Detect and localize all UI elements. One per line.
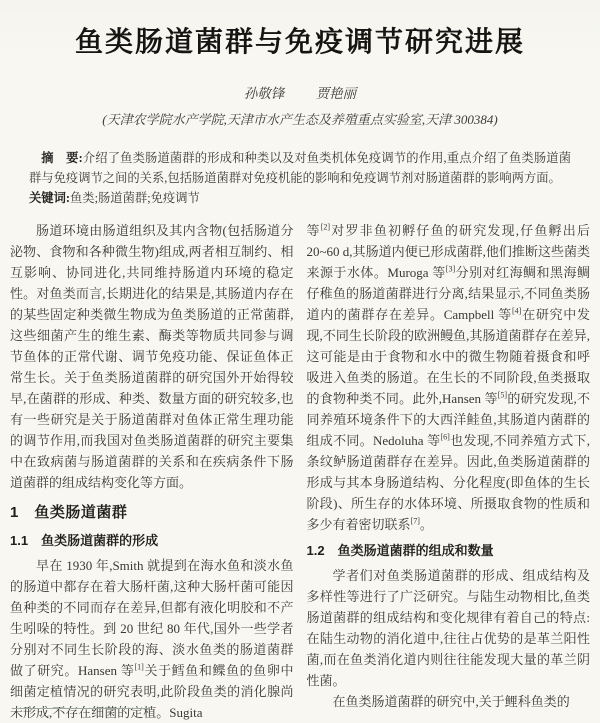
section-1-1-paragraph: 早在 1930 年,Smith 就提到在海水鱼和淡水鱼的肠道中都存在着大肠杆菌,这种大肠杆菌可能因鱼种类的不同而存在差异,但都有液化明胶和不产生吲哚的特性。到 20 世纪 80 年代,国外一些学者分别对不同生长阶段的海、淡水鱼类的肠道菌群做了研究。Hansen 等[1]关于鳕鱼和鲽鱼的鱼卵中细菌定植情况的研究表明,此阶段鱼类的消化腺尚未形成,不存在细菌的定植。Sugita <box>10 558 294 720</box>
author-name: 孙敬锋 <box>243 86 285 101</box>
footnote-divider <box>12 708 150 709</box>
section-1-2-heading: 1.2 鱼类肠道菌群的组成和数量 <box>306 543 494 558</box>
author-line <box>10 82 590 102</box>
two-column-body <box>10 220 590 723</box>
abstract-label: 摘 要: <box>41 151 83 165</box>
abstract-block <box>29 148 571 208</box>
section-1-1-paragraph-continued: 等[2]对罗非鱼初孵仔鱼的研究发现,仔鱼孵出后20~60 d,其肠道内便已形成菌群,他们推断这些菌类来源于水体。Muroga 等[3]分别对红海鲷和黑海鲷仔稚鱼的肠道菌群进行分离,结果显示,不同鱼类肠道内的菌群存在差异。Campbell 等[4]在研究中发现,不同生长阶段的欧洲鳗鱼,其肠道菌群存在差异,这可能是由于食物和水中的微生物随着摄食和呼吸进入鱼类的肠道。在生长的不同阶段,鱼类摄取的食物种类不同。此外,Hansen 等[5]的研究发现,不同养殖环境条件下的大西洋鲑鱼,其肠道内菌群的组成不同。Nedoluha 等[6]也发现,不同养殖方式下,条纹鲈肠道菌群存在差异。因此,鱼类肠道菌群的形成与其本身肠道结构、分化程度(即鱼体的生长阶段)、所生存的水体环境、所摄取食物的性质和多少有着密切联系[7]。 <box>306 222 590 532</box>
section-1-1-heading: 1.1 鱼类肠道菌群的形成 <box>10 533 159 548</box>
section-1-2-paragraph: 学者们对鱼类肠道菌群的形成、组成结构及多样性等进行了广泛研究。与陆生动物相比,鱼类肠道菌群的组成结构和变化规律有着自己的特点:在陆生动物的消化道中,往往占优势的是革兰阳性菌,而在鱼类消化道内则往往能发现大量的革兰阴性菌。 <box>306 568 590 688</box>
section-1-2-paragraph-2: 在鱼类肠道菌群的研究中,关于鲤科鱼类的 <box>332 694 570 709</box>
abstract-text: 介绍了鱼类肠道菌群的形成和种类以及对鱼类机体免疫调节的作用,重点介绍了鱼类肠道菌群与免疫调节之间的关系,包括肠道菌群对免疫机能的影响和免疫调节剂对肠道菌群的影响两方面。 <box>29 151 571 185</box>
abstract-paragraph <box>29 148 571 188</box>
affiliation-line: (天津农学院水产学院,天津市水产生态及养殖重点实验室,天津 300384) <box>102 112 498 127</box>
keywords-paragraph <box>29 188 571 208</box>
author-name: 贾艳丽 <box>315 86 357 101</box>
keywords-label: 关键词: <box>29 191 70 205</box>
left-column <box>10 220 294 723</box>
paper-title: 鱼类肠道菌群与免疫调节研究进展 <box>74 27 525 58</box>
keywords-text: 鱼类;肠道菌群;免疫调节 <box>70 191 200 205</box>
section-1-heading: 1 鱼类肠道菌群 <box>10 504 128 521</box>
right-column <box>307 220 591 723</box>
intro-paragraph: 肠道环境由肠道组织及其内含物(包括肠道分泌物、食物和各种微生物)组成,两者相互制约、相互影响、协同进化,共同维持肠道内环境的稳定性。对鱼类而言,长期进化的结果是,其肠道内存在的某些固定种类微生物成为鱼类肠道的正常菌群,这些细菌产生的维生素、酶类等物质共同参与调节鱼体的正常代谢、调节免疫功能、保证鱼体正常生长。关于鱼类肠道菌群的研究国外开始得较早,在菌群的形成、种类、数量方面的研究较多,也有一些研究是关于肠道菌群对鱼体正常生理功能的调节作用,而我国对鱼类肠道菌群的研究主要集中在致病菌与肠道菌群的关系和在疾病条件下肠道菌群的组成结构变化等方面。 <box>10 223 294 490</box>
